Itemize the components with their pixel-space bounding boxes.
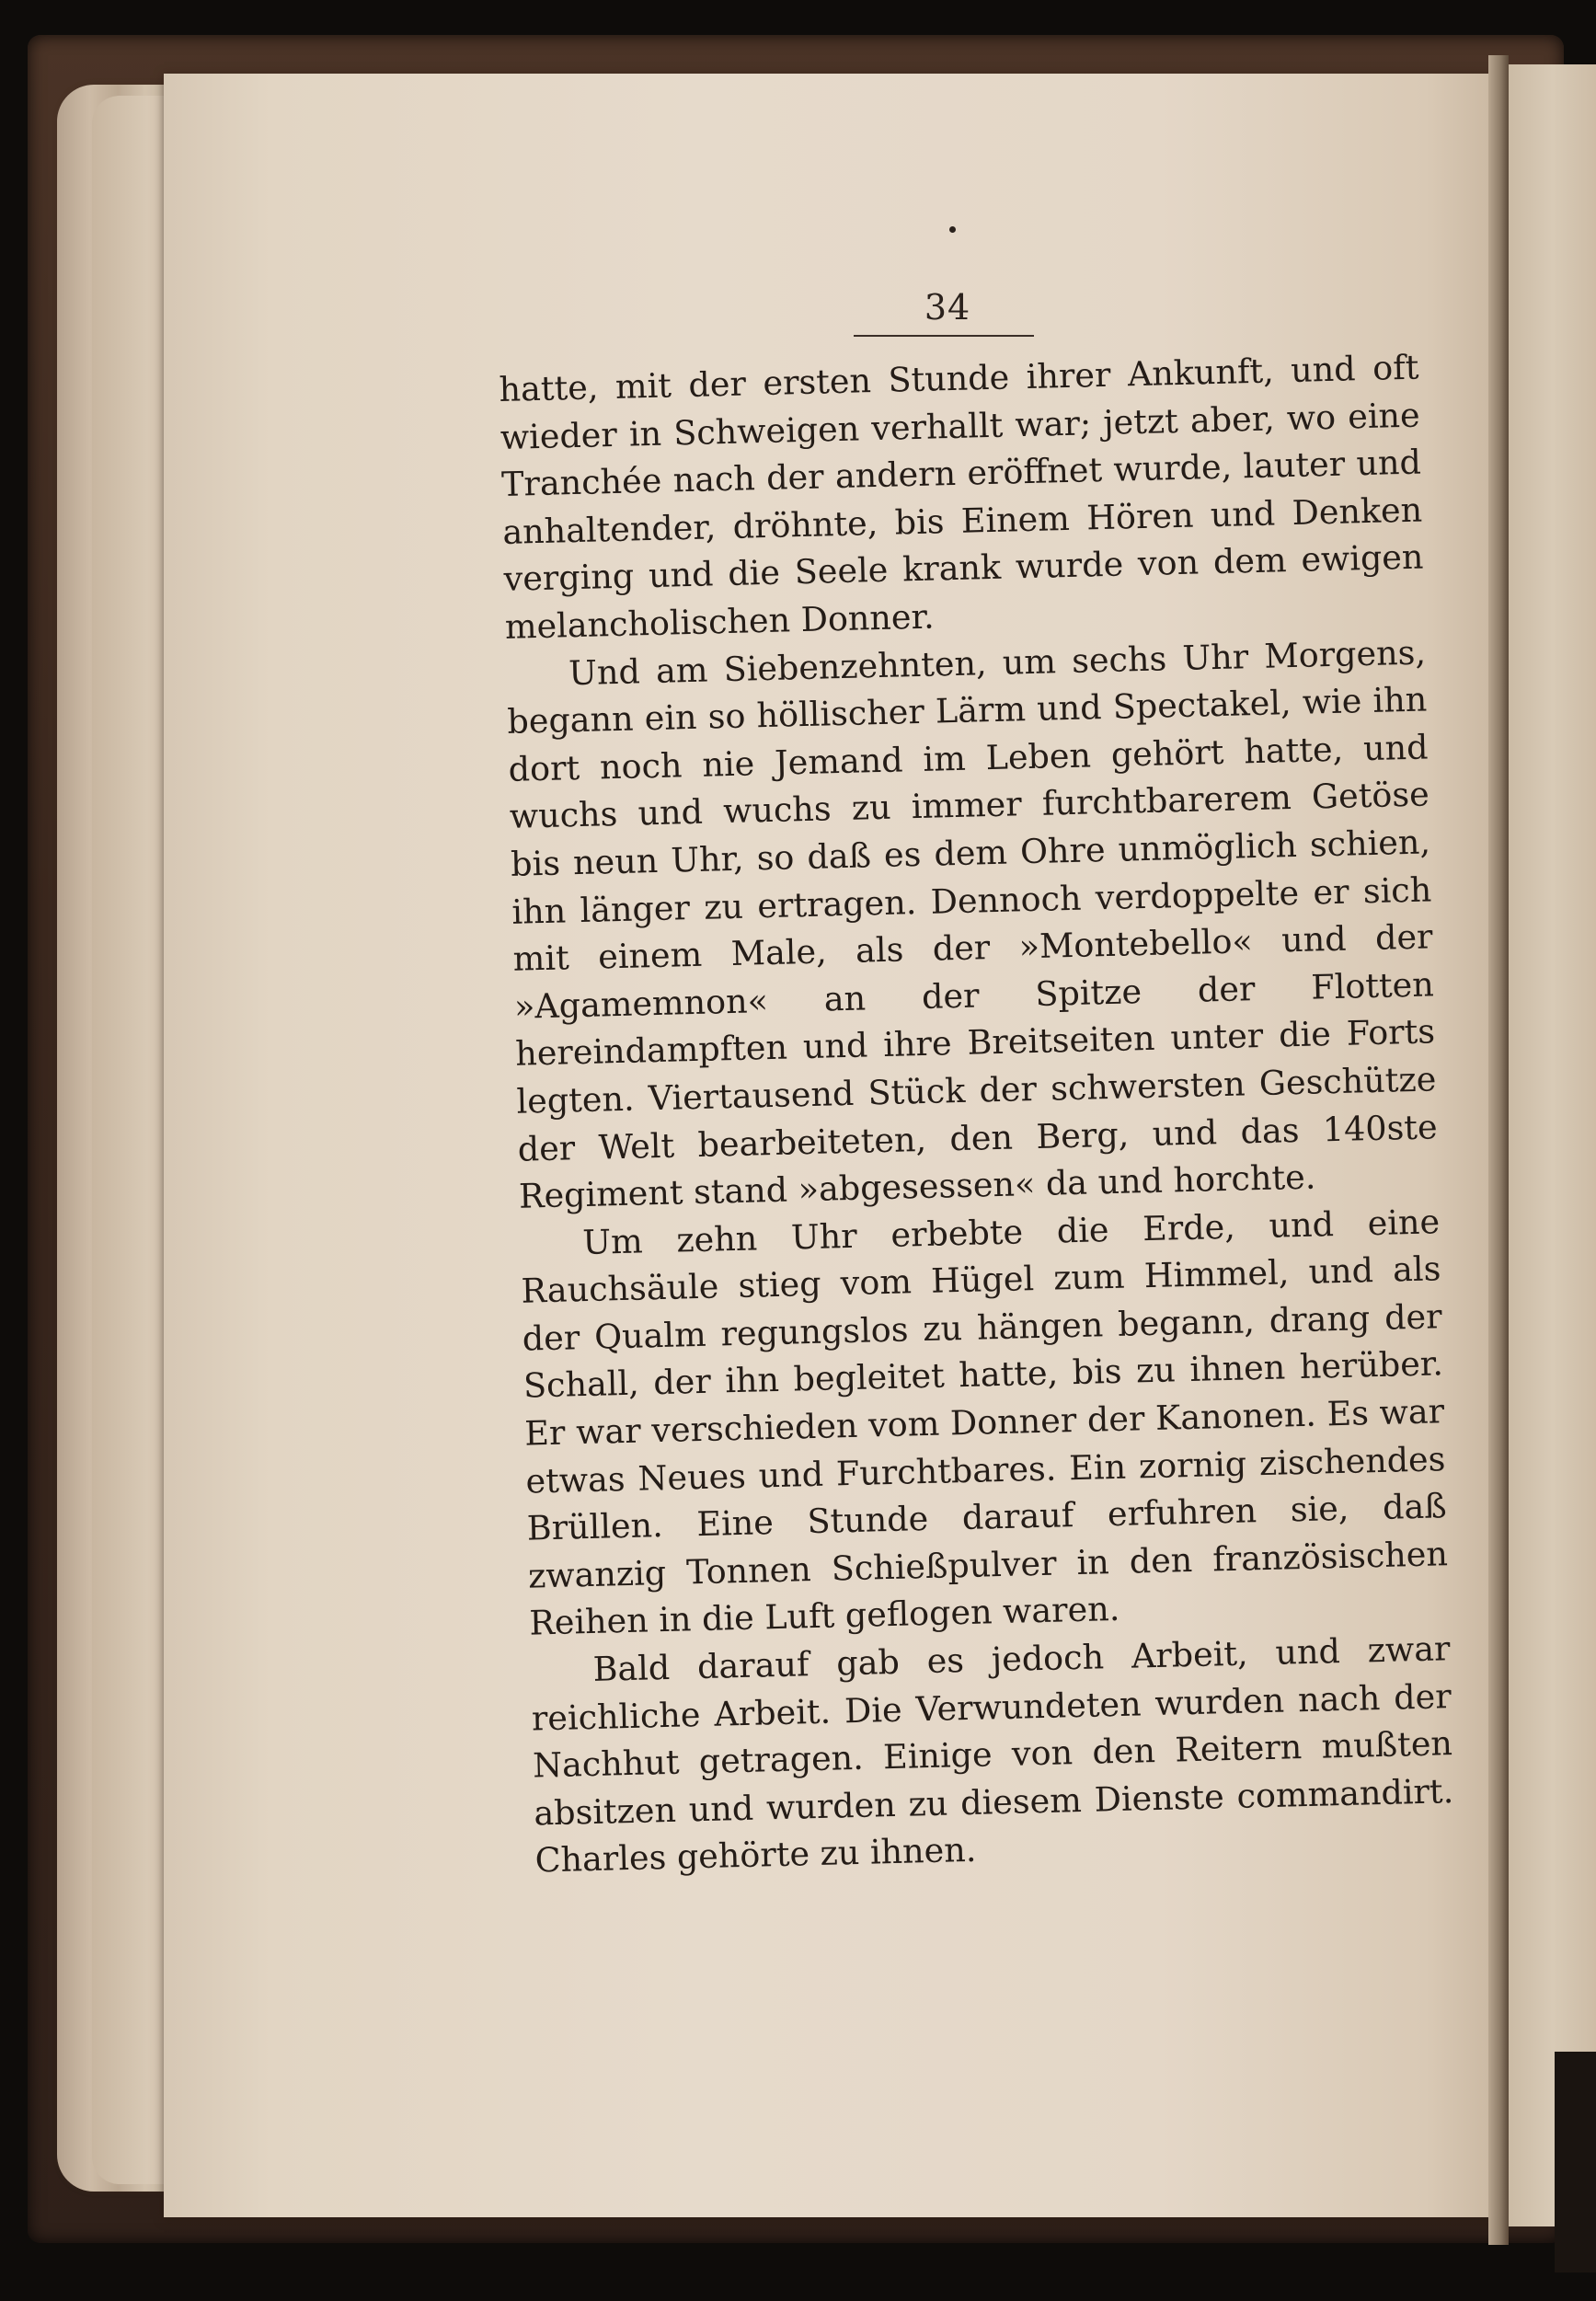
body-text (499, 344, 1455, 1885)
page-number: 34 (924, 287, 971, 328)
paragraph-1: hatte, mit der ersten Stunde ihrer Ankunft, und oft wieder in Schweigen verhallt war; jetzt aber, wo eine Tranchée nach der andern eröffnet wurde, lauter und anhaltender, dröhnte, bis Einem Hören und Denken verging und die Seele krank wurde von dem ewigen melancholischen Donner. (499, 347, 1424, 647)
paragraph-4: Bald darauf gab es jedoch Arbeit, und zwar reichliche Arbeit. Die Verwundeten wurden nach der Nachhut getragen. Einige von den Reitern mußten absitzen und wurden zu diesem Dienste commandirt. Charles gehörte zu ihnen. (531, 1628, 1454, 1881)
book-gutter (1488, 55, 1509, 2245)
paragraph-3: Um zehn Uhr erbebte die Erde, und eine Rauchsäule stieg vom Hügel zum Himmel, und als der Qualm regungslos zu hängen begann, drang der Schall, der ihn begleitet hatte, bis zu ihnen herüber. Er war verschieden vom Donner der Kanonen. Es war etwas Neues und Furchtbares. Ein zornig zischendes Brüllen. Eine Stunde darauf erfuhren sie, daß zwanzig Tonnen Schießpulver in den französischen Reihen in die Luft geflogen waren. (521, 1201, 1449, 1644)
ink-dot (949, 226, 956, 233)
paragraph-2: Und am Siebenzehnten, um sechs Uhr Morgens, begann ein so höllischer Lärm und Spectakel, wie ihn dort noch nie Jemand im Leben gehört hatte, und wuchs und wuchs zu immer furchtbarerem Getöse bis neun Uhr, so daß es dem Ohre unmöglich schien, ihn länger zu ertragen. Dennoch verdoppelte er sich mit einem Male, als der »Montebello« und der »Agamemnon« an der Spitze der Flotten hereindampften und ihre Breitseiten unter die Forts legten. Viertausend Stück der schwersten Geschütze der Welt bearbeiteten, den Berg, und das 140ste Regiment stand »abgesessen« da und horchte. (506, 632, 1439, 1216)
header-rule (854, 335, 1034, 337)
facing-page (1509, 64, 1596, 2226)
background-corner (1555, 2052, 1596, 2272)
